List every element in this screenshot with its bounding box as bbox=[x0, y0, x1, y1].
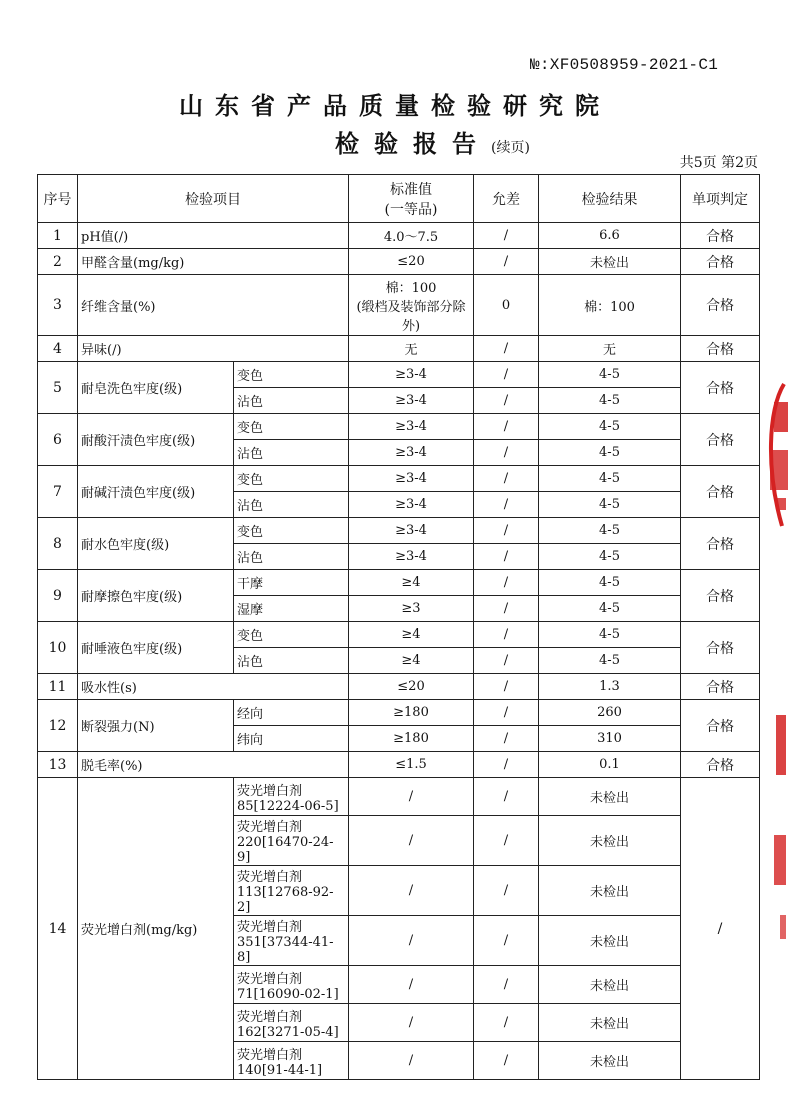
sub-item-name: 沾色 bbox=[234, 440, 349, 466]
tolerance: / bbox=[474, 518, 539, 544]
table-row bbox=[38, 752, 760, 778]
standard-value: 无 bbox=[349, 336, 474, 362]
row-number: 12 bbox=[38, 700, 78, 752]
result-value: 未检出 bbox=[539, 1004, 681, 1042]
tolerance: / bbox=[474, 362, 539, 388]
result-value: 未检出 bbox=[539, 916, 681, 966]
verdict: 合格 bbox=[681, 414, 760, 466]
item-name: 耐皂洗色牢度(级) bbox=[78, 362, 234, 414]
result-value: 无 bbox=[539, 336, 681, 362]
standard-value: / bbox=[349, 966, 474, 1004]
result-value: 4-5 bbox=[539, 570, 681, 596]
sub-item-name: 干摩 bbox=[234, 570, 349, 596]
table-row bbox=[38, 249, 760, 275]
result-value: 4-5 bbox=[539, 466, 681, 492]
table-row bbox=[38, 414, 760, 440]
standard-value: 棉：100 (缎档及装饰部分除外) bbox=[349, 275, 474, 336]
tolerance: / bbox=[474, 674, 539, 700]
result-value: 4-5 bbox=[539, 388, 681, 414]
sub-item-name: 变色 bbox=[234, 518, 349, 544]
standard-value: ≥4 bbox=[349, 648, 474, 674]
tolerance: / bbox=[474, 752, 539, 778]
tolerance: / bbox=[474, 1004, 539, 1042]
standard-value: ≥3-4 bbox=[349, 544, 474, 570]
result-value: 4-5 bbox=[539, 596, 681, 622]
tolerance: / bbox=[474, 249, 539, 275]
header-item: 检验项目 bbox=[78, 175, 349, 223]
row-number: 9 bbox=[38, 570, 78, 622]
row-number: 6 bbox=[38, 414, 78, 466]
standard-value: / bbox=[349, 778, 474, 816]
tolerance: / bbox=[474, 570, 539, 596]
sub-item-name: 纬向 bbox=[234, 726, 349, 752]
standard-value: ≥3-4 bbox=[349, 466, 474, 492]
result-value: 4-5 bbox=[539, 518, 681, 544]
sub-item-name: 变色 bbox=[234, 622, 349, 648]
verdict: 合格 bbox=[681, 700, 760, 752]
sub-item-name: 荧光增白剂 85[12224-06-5] bbox=[234, 778, 349, 816]
standard-value: ≤20 bbox=[349, 249, 474, 275]
standard-value: / bbox=[349, 866, 474, 916]
row-number: 4 bbox=[38, 336, 78, 362]
sub-item-name: 变色 bbox=[234, 414, 349, 440]
result-value: 4-5 bbox=[539, 622, 681, 648]
table-row bbox=[38, 778, 760, 816]
tolerance: / bbox=[474, 648, 539, 674]
table-row bbox=[38, 674, 760, 700]
verdict: 合格 bbox=[681, 570, 760, 622]
result-value: 4-5 bbox=[539, 362, 681, 388]
result-value: 1.3 bbox=[539, 674, 681, 700]
standard-value: / bbox=[349, 916, 474, 966]
seal-stamp-fragment bbox=[762, 380, 790, 530]
sub-item-name: 荧光增白剂 140[91-44-1] bbox=[234, 1042, 349, 1080]
tolerance: / bbox=[474, 492, 539, 518]
tolerance: / bbox=[474, 544, 539, 570]
result-value: 4-5 bbox=[539, 648, 681, 674]
tolerance: / bbox=[474, 596, 539, 622]
header-no: 序号 bbox=[38, 175, 78, 223]
row-number: 13 bbox=[38, 752, 78, 778]
item-name: 耐酸汗渍色牢度(级) bbox=[78, 414, 234, 466]
standard-value: ≥4 bbox=[349, 570, 474, 596]
result-value: 0.1 bbox=[539, 752, 681, 778]
result-value: 6.6 bbox=[539, 223, 681, 249]
table-row bbox=[38, 175, 760, 223]
tolerance: / bbox=[474, 816, 539, 866]
report-number: №:XF0508959-2021-C1 bbox=[530, 56, 719, 74]
item-name: 脱毛率(%) bbox=[78, 752, 349, 778]
table-row bbox=[38, 622, 760, 648]
result-value: 未检出 bbox=[539, 966, 681, 1004]
sub-item-name: 荧光增白剂 351[37344-41-8] bbox=[234, 916, 349, 966]
tolerance: / bbox=[474, 336, 539, 362]
item-name: 吸水性(s) bbox=[78, 674, 349, 700]
verdict: 合格 bbox=[681, 275, 760, 336]
row-number: 7 bbox=[38, 466, 78, 518]
item-name: 荧光增白剂(mg/kg) bbox=[78, 778, 234, 1080]
result-value: 未检出 bbox=[539, 778, 681, 816]
tolerance: / bbox=[474, 466, 539, 492]
tolerance: / bbox=[474, 700, 539, 726]
verdict: 合格 bbox=[681, 752, 760, 778]
header-standard: 标准值 (一等品) bbox=[349, 175, 474, 223]
row-number: 10 bbox=[38, 622, 78, 674]
table-row bbox=[38, 700, 760, 726]
table-row bbox=[38, 223, 760, 249]
tolerance: / bbox=[474, 778, 539, 816]
row-number: 1 bbox=[38, 223, 78, 249]
standard-value: ≥180 bbox=[349, 700, 474, 726]
standard-value: / bbox=[349, 1004, 474, 1042]
header-tolerance: 允差 bbox=[474, 175, 539, 223]
inspection-table bbox=[37, 174, 760, 1080]
row-number: 2 bbox=[38, 249, 78, 275]
item-name: 耐水色牢度(级) bbox=[78, 518, 234, 570]
standard-value: ≥180 bbox=[349, 726, 474, 752]
table-row bbox=[38, 570, 760, 596]
result-value: 4-5 bbox=[539, 440, 681, 466]
sub-item-name: 沾色 bbox=[234, 492, 349, 518]
standard-value: / bbox=[349, 816, 474, 866]
result-value: 260 bbox=[539, 700, 681, 726]
standard-value: / bbox=[349, 1042, 474, 1080]
institute-name: 山东省产品质量检验研究院 bbox=[179, 91, 611, 120]
tolerance: / bbox=[474, 223, 539, 249]
item-name: 耐唾液色牢度(级) bbox=[78, 622, 234, 674]
result-value: 310 bbox=[539, 726, 681, 752]
sub-item-name: 湿摩 bbox=[234, 596, 349, 622]
result-value: 4-5 bbox=[539, 492, 681, 518]
table-row bbox=[38, 336, 760, 362]
sub-item-name: 沾色 bbox=[234, 648, 349, 674]
item-name: pH值(/) bbox=[78, 223, 349, 249]
verdict: 合格 bbox=[681, 223, 760, 249]
table-row bbox=[38, 275, 760, 336]
page-count: 共5页 第2页 bbox=[679, 155, 758, 171]
result-value: 棉：100 bbox=[539, 275, 681, 336]
sub-item-name: 荧光增白剂 71[16090-02-1] bbox=[234, 966, 349, 1004]
verdict: 合格 bbox=[681, 674, 760, 700]
result-value: 未检出 bbox=[539, 866, 681, 916]
result-value: 未检出 bbox=[539, 816, 681, 866]
tolerance: / bbox=[474, 966, 539, 1004]
standard-value: ≥3-4 bbox=[349, 388, 474, 414]
verdict: 合格 bbox=[681, 336, 760, 362]
sub-item-name: 荧光增白剂 220[16470-24-9] bbox=[234, 816, 349, 866]
tolerance: / bbox=[474, 440, 539, 466]
verdict: 合格 bbox=[681, 518, 760, 570]
row-number: 14 bbox=[38, 778, 78, 1080]
report-title bbox=[335, 124, 530, 159]
tolerance: / bbox=[474, 388, 539, 414]
sub-item-name: 沾色 bbox=[234, 388, 349, 414]
table-row bbox=[38, 362, 760, 388]
seal-stamp-fragment bbox=[762, 715, 790, 945]
row-number: 3 bbox=[38, 275, 78, 336]
tolerance: / bbox=[474, 916, 539, 966]
verdict: 合格 bbox=[681, 466, 760, 518]
row-number: 11 bbox=[38, 674, 78, 700]
item-name: 耐摩擦色牢度(级) bbox=[78, 570, 234, 622]
verdict: / bbox=[681, 778, 760, 1080]
header-result: 检验结果 bbox=[539, 175, 681, 223]
table-row bbox=[38, 518, 760, 544]
item-name: 异味(/) bbox=[78, 336, 349, 362]
result-value: 未检出 bbox=[539, 249, 681, 275]
standard-value: ≥3-4 bbox=[349, 518, 474, 544]
verdict: 合格 bbox=[681, 622, 760, 674]
item-name: 耐碱汗渍色牢度(级) bbox=[78, 466, 234, 518]
standard-value: ≥3-4 bbox=[349, 492, 474, 518]
tolerance: / bbox=[474, 866, 539, 916]
sub-item-name: 荧光增白剂 113[12768-92-2] bbox=[234, 866, 349, 916]
row-number: 5 bbox=[38, 362, 78, 414]
tolerance: / bbox=[474, 1042, 539, 1080]
tolerance: / bbox=[474, 622, 539, 648]
sub-item-name: 荧光增白剂 162[3271-05-4] bbox=[234, 1004, 349, 1042]
header-verdict: 单项判定 bbox=[681, 175, 760, 223]
sub-item-name: 变色 bbox=[234, 362, 349, 388]
tolerance: / bbox=[474, 414, 539, 440]
report-title-suffix: (续页) bbox=[491, 140, 530, 156]
standard-value: ≥3-4 bbox=[349, 362, 474, 388]
item-name: 纤维含量(%) bbox=[78, 275, 349, 336]
verdict: 合格 bbox=[681, 362, 760, 414]
result-value: 未检出 bbox=[539, 1042, 681, 1080]
standard-value: 4.0～7.5 bbox=[349, 223, 474, 249]
item-name: 断裂强力(N) bbox=[78, 700, 234, 752]
sub-item-name: 沾色 bbox=[234, 544, 349, 570]
result-value: 4-5 bbox=[539, 414, 681, 440]
result-value: 4-5 bbox=[539, 544, 681, 570]
tolerance: 0 bbox=[474, 275, 539, 336]
item-name: 甲醛含量(mg/kg) bbox=[78, 249, 349, 275]
standard-value: ≥4 bbox=[349, 622, 474, 648]
table-row bbox=[38, 466, 760, 492]
standard-value: ≤1.5 bbox=[349, 752, 474, 778]
verdict: 合格 bbox=[681, 249, 760, 275]
standard-value: ≤20 bbox=[349, 674, 474, 700]
row-number: 8 bbox=[38, 518, 78, 570]
sub-item-name: 经向 bbox=[234, 700, 349, 726]
standard-value: ≥3-4 bbox=[349, 414, 474, 440]
standard-value: ≥3-4 bbox=[349, 440, 474, 466]
tolerance: / bbox=[474, 726, 539, 752]
sub-item-name: 变色 bbox=[234, 466, 349, 492]
standard-value: ≥3 bbox=[349, 596, 474, 622]
report-title-text: 检验报告 bbox=[335, 129, 491, 158]
